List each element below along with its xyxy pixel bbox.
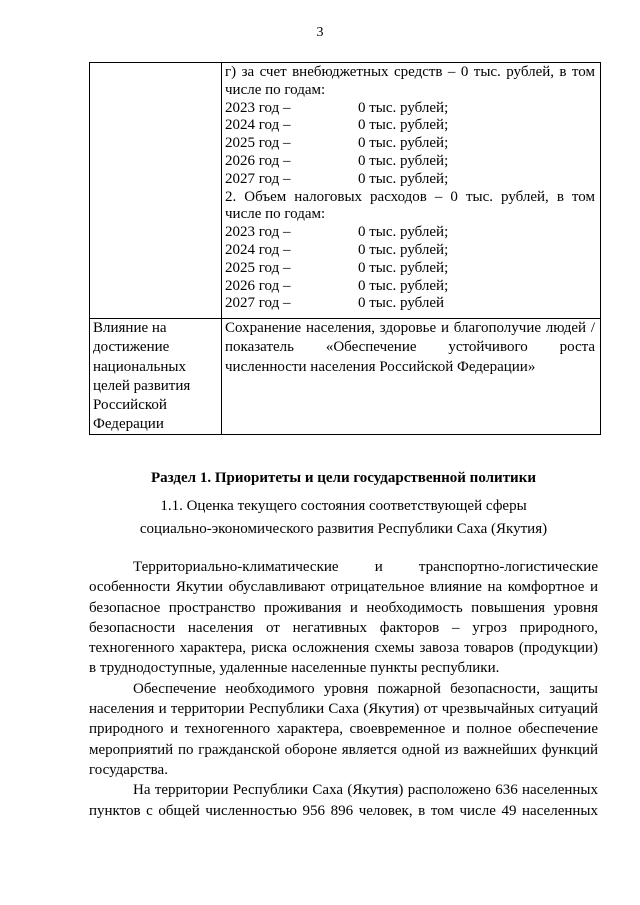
paragraph-line: мероприятий по гражданской обороне является одной из важнейших функций [89,741,598,758]
year-label: 2025 год – [225,135,291,152]
amount-value: 0 тыс. рублей; [358,277,449,294]
paragraph-line: природного и техногенного характера, своевременное и полное обеспечение [89,721,598,738]
year-label: 2025 год – [225,259,291,276]
amount-value: 0 тыс. рублей; [358,241,449,258]
amount-value: 0 тыс. рублей; [358,135,449,152]
value-line: Сохранение населения, здоровье и благополучие людей / [225,320,595,337]
paragraph-line: в труднодоступные, удаленные населенные пункты республики. [89,660,500,677]
year-amount-line [225,100,595,118]
year-label: 2027 год – [225,295,291,312]
tax-intro-line: числе по годам: [225,206,326,223]
table-cell-value [222,319,601,435]
passport-table [89,62,601,435]
year-amount-line [225,153,595,171]
paragraph-line: безопасное пространство проживания и необходимость повышения уровня [89,599,598,616]
year-amount-line [225,260,595,278]
paragraph-line: На территории Республики Саха (Якутия) расположено 636 населенных [133,782,598,799]
page-number: 3 [316,25,324,40]
paragraph-line: техногенного характера, риска осложнения схемы завоза товаров (продукции) [89,640,598,657]
subheading-line: социально-экономического развития Республики Саха (Якутия) [139,521,548,537]
year-amount-line [225,171,595,189]
amount-value: 0 тыс. рублей; [358,99,449,116]
paragraph-line: Обеспечение необходимого уровня пожарной безопасности, защиты [133,680,598,697]
label-line: Влияние на [93,320,167,337]
label-line: национальных [93,358,186,375]
table-row [90,63,601,319]
year-label: 2026 год – [225,277,291,294]
year-label: 2027 год – [225,170,291,187]
label-line: целей развития [93,377,191,394]
paragraph-line: особенности Якутии обуславливают отрицательное влияние на комфортное и [89,579,598,596]
paragraph-line: населения и территории Республики Саха (Якутия) от чрезвычайных ситуаций [89,701,598,718]
label-line: Федерации [93,416,164,433]
subheading-line: 1.1. Оценка текущего состояния соответствующей сферы [160,498,527,514]
amount-value: 0 тыс. рублей; [358,117,449,134]
year-amount-line [225,135,595,153]
year-amount-line [225,224,595,242]
year-label: 2026 год – [225,152,291,169]
section-heading: Раздел 1. Приоритеты и цели государственной политики [151,470,536,486]
amount-value: 0 тыс. рублей; [358,152,449,169]
paragraph-line: пунктов с общей численностью 956 896 человек, в том числе 49 населенных [89,802,598,819]
amount-value: 0 тыс. рублей; [358,259,449,276]
year-label: 2023 год – [225,99,291,116]
table-cell-empty [90,63,222,319]
year-amount-line [225,242,595,260]
value-line: показатель «Обеспечение устойчивого роста [225,339,595,356]
year-amount-line [225,278,595,296]
funding-intro-line: числе по годам: [225,81,326,98]
paragraph [89,557,598,679]
table-cell-funding [222,63,601,319]
year-label: 2024 год – [225,241,291,258]
year-label: 2024 год – [225,117,291,134]
year-label: 2023 год – [225,224,291,241]
subsection-heading [89,495,598,541]
paragraph [89,780,598,821]
paragraph-line: государства. [89,761,168,778]
table-cell-label [90,319,222,435]
year-amount-line [225,117,595,135]
label-line: Российской [93,396,167,413]
paragraph-line: безопасности населения от негативных факторов – угроз природного, [89,619,598,636]
label-line: достижение [93,339,170,356]
amount-value: 0 тыс. рублей; [358,170,449,187]
tax-intro-line: 2. Объем налоговых расходов – 0 тыс. рублей, в том [225,188,595,205]
amount-value: 0 тыс. рублей; [358,224,449,241]
table-row [90,319,601,435]
year-amount-line [225,295,595,313]
value-line: численности населения Российской Федерации» [225,358,536,375]
paragraph-line: Территориально-климатические и транспортно-логистические [133,559,598,575]
body-text [89,557,598,821]
amount-value: 0 тыс. рублей [358,295,445,312]
paragraph [89,679,598,780]
funding-intro-line: г) за счет внебюджетных средств – 0 тыс. рублей, в том [225,64,595,80]
